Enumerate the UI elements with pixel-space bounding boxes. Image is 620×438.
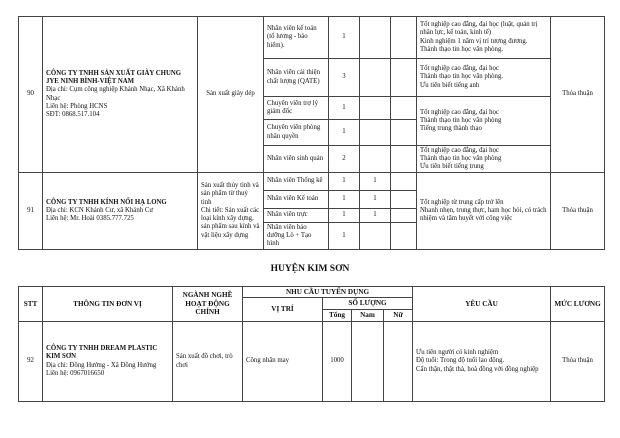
company-contact: Liên hệ: 0967016650 [46,369,105,377]
requirement-cell: Tốt nghiệp cao đẳng, đại học Thành thạo tin học văn phòng Ưu tiên biết tiếng trung [417,146,551,173]
header-total: Tổng [323,310,352,322]
total-cell: 1000 [323,322,352,402]
industry-cell: Sản xuất thủy tinh và sản phẩm từ thuỷ tinh Chi tiết: Sản xuất các loại kính xây dựng, sản phẩm sau kính và vật liệu xây dựng [198,173,264,250]
male-cell [352,322,384,402]
total-cell: 1 [329,209,360,223]
female-cell [391,146,417,173]
male-cell [360,146,391,173]
company-name: CÔNG TY TNHH DREAM PLASTIC KIM SƠN [46,344,158,361]
total-cell: 1 [329,173,360,191]
female-cell [391,59,417,97]
total-cell: 1 [329,120,360,146]
header-quantity: SỐ LƯỢNG [323,298,413,310]
header-requirement: YÊU CẦU [413,287,551,322]
requirement-cell: Ưu tiên người có kinh nghiệm Độ tuổi: Trong độ tuổi lao động. Cẩn thận, thật thà, hoà đồng với đồng nghiệp [413,322,551,402]
female-cell [391,209,417,223]
company-address: Địa chỉ: Cụm công nghiệp Khánh Nhạc, Xã Khánh Nhạc [46,86,185,102]
company-info-cell [43,17,198,173]
header-industry: NGÀNH NGHỀ HOẠT ĐỘNG CHÍNH [173,287,243,322]
salary-cell: Thỏa thuận [551,322,605,402]
position-cell: Nhân viên Thống kê [264,173,329,191]
company-contact: Liên hệ: Phòng HCNS [46,102,108,110]
requirement-cell: Tốt nghiệp từ trung cấp trở lên Nhanh nhẹn, trung thực, ham học hỏi, có trách nhiệm và tâm huyết với công việc [417,173,551,250]
header-demand: NHU CẦU TUYỂN DỤNG [243,287,413,298]
district-heading: HUYỆN KIM SƠN [270,264,350,274]
female-cell [391,17,417,59]
recruitment-table-kim-son [18,286,605,402]
header-male: Nam [352,310,384,322]
female-cell [391,191,417,209]
stt-cell: 91 [19,173,43,250]
total-cell: 1 [329,191,360,209]
male-cell [360,17,391,59]
header-position: VỊ TRÍ [243,298,323,322]
position-cell: Công nhân may [243,322,323,402]
company-phone: SĐT: 0868.517.104 [46,111,100,119]
position-cell: Chuyên viên trợ lý giám đốc [264,97,329,120]
company-info-cell [43,173,198,250]
company-address: Địa chỉ: KCN Khánh Cư, xã Khánh Cư [46,206,154,214]
position-cell: Nhân viên Kế toán [264,191,329,209]
male-cell: 1 [360,173,391,191]
table-row [19,173,605,191]
total-cell: 2 [329,146,360,173]
salary-cell: Thỏa thuận [551,17,605,173]
salary-cell: Thỏa thuận [551,173,605,250]
industry-cell: Sản xuất đồ chơi, trò chơi [173,322,243,402]
male-cell [360,59,391,97]
total-cell: 1 [329,97,360,120]
male-cell [360,120,391,146]
total-cell: 3 [329,59,360,97]
total-cell: 1 [329,223,360,250]
position-cell: Nhân viên cải thiện chất lượng (QATE) [264,59,329,97]
company-address: Địa chỉ: Đồng Hướng - Xã Đồng Hướng [46,361,157,369]
position-cell: Nhân viên kế toán (tổ lương - bảo hiểm). [264,17,329,59]
female-cell [391,173,417,191]
table-row [19,322,605,402]
total-cell: 1 [329,17,360,59]
male-cell [360,223,391,250]
recruitment-table-continued [18,16,605,250]
header-stt: STT [19,287,43,322]
header-female: Nữ [384,310,413,322]
stt-cell: 90 [19,17,43,173]
male-cell: 1 [360,191,391,209]
position-cell: Nhân viên trực [264,209,329,223]
table-row [19,17,605,59]
stt-cell: 92 [19,322,43,402]
female-cell [391,120,417,146]
position-cell: Chuyên viên phòng nhân quyền [264,120,329,146]
position-cell: Nhân viên sinh quản [264,146,329,173]
company-info-cell [43,322,173,402]
female-cell [391,97,417,120]
female-cell [384,322,413,402]
company-contact: Liên hệ: Mr. Hoài 0385.777.725 [46,215,134,223]
male-cell: 1 [360,209,391,223]
header-salary: MỨC LƯƠNG [551,287,605,322]
female-cell [391,223,417,250]
company-name: CÔNG TY TNHH SẢN XUẤT GIÀY CHUNG JYE NINH BÌNH-VIỆT NAM [46,69,182,85]
position-cell: Nhân viên bảo dưỡng Lò + Tạo hình [264,223,329,250]
requirement-cell: Tốt nghiệp cao đẳng, đại học Thành thạo tin học văn phòng Tiếng trung thành thạo [417,97,551,146]
header-info: THÔNG TIN ĐƠN VỊ [43,287,173,322]
industry-cell: Sản xuất giày dép [198,17,264,173]
requirement-cell: Tốt nghiệp cao đẳng, đại học Thành thạo tin học văn phòng. Ưu tiên biết tiếng anh [417,59,551,97]
male-cell [360,97,391,120]
requirement-cell: Tốt nghiệp cao đẳng, đại học (luật, quản trị nhân lực, kế toán, kinh tế) Kinh nghiệm 1 năm vị trí tương đương. Thành thạo tin học văn phòng. [417,17,551,59]
company-name: CÔNG TY TNHH KÍNH NỔI HẠ LONG [46,198,167,206]
